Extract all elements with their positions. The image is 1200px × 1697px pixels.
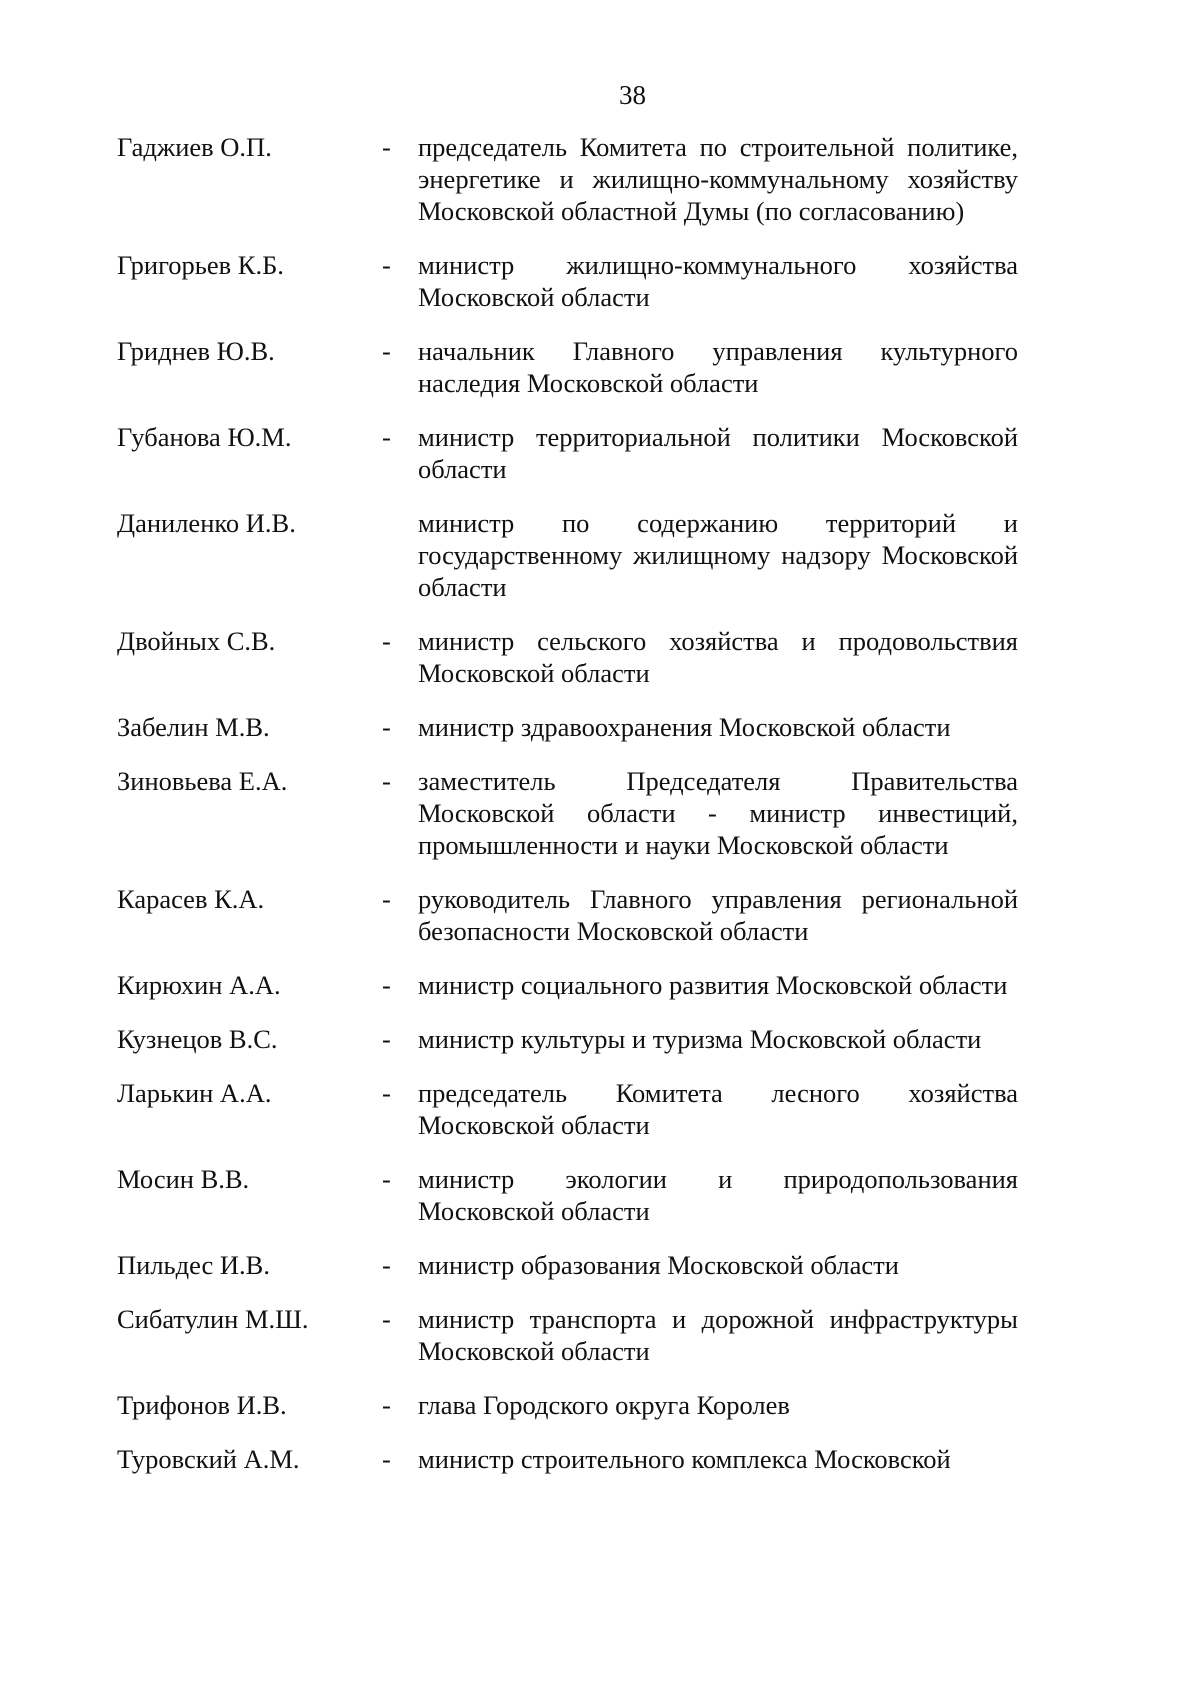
separator-dash: - [382,1078,391,1108]
member-position: министр территориальной политики Московской области [418,422,1018,484]
separator-dash: - [382,132,391,162]
separator-dash: - [382,626,391,656]
member-name: Гриднев Ю.В. [117,336,275,366]
separator-dash: - [382,884,391,914]
member-position: начальник Главного управления культурного наследия Московской области [418,336,1018,398]
list-item [0,625,1200,689]
list-item [0,1163,1200,1227]
member-name: Кузнецов В.С. [117,1024,278,1054]
separator-dash: - [382,422,391,452]
member-list [0,131,1200,1497]
list-item [0,1023,1200,1055]
member-name: Григорьев К.Б. [117,250,284,280]
separator-dash: - [382,1304,391,1334]
separator-dash: - [382,1390,391,1420]
page-number: 38 [619,80,646,110]
member-name: Двойных С.В. [117,626,276,656]
list-item [0,1443,1200,1475]
member-name: Забелин М.В. [117,712,270,742]
member-name: Гаджиев О.П. [117,132,272,162]
separator-dash: - [382,1250,391,1280]
member-name: Сибатулин М.Ш. [117,1304,309,1334]
member-position: заместитель Председателя Правительства Московской области - министр инвестиций, промышленности и науки Московской области [418,766,1018,860]
member-position: министр образования Московской области [418,1250,899,1280]
separator-dash: - [382,336,391,366]
separator-dash: - [382,250,391,280]
list-item [0,883,1200,947]
separator-dash: - [382,766,391,796]
list-item [0,1303,1200,1367]
list-item [0,711,1200,743]
member-name: Карасев К.А. [117,884,265,914]
member-name: Трифонов И.В. [117,1390,287,1420]
member-position: министр здравоохранения Московской области [418,712,951,742]
member-name: Пильдес И.В. [117,1250,270,1280]
member-position: министр жилищно-коммунального хозяйства Московской области [418,250,1018,312]
member-name: Мосин В.В. [117,1164,250,1194]
separator-dash: - [382,712,391,742]
member-position: министр транспорта и дорожной инфраструктуры Московской области [418,1304,1018,1366]
separator-dash: - [382,1164,391,1194]
member-name: Зиновьева Е.А. [117,766,288,796]
list-item [0,507,1200,603]
member-position: министр сельского хозяйства и продовольствия Московской области [418,626,1018,688]
member-name: Ларькин А.А. [117,1078,272,1108]
separator-dash: - [382,970,391,1000]
member-position: министр культуры и туризма Московской области [418,1024,982,1054]
member-position: министр строительного комплекса Московской [418,1444,951,1474]
list-item [0,249,1200,313]
list-item [0,1249,1200,1281]
member-name: Губанова Ю.М. [117,422,292,452]
member-position: министр экологии и природопользования Московской области [418,1164,1018,1226]
member-name: Туровский А.М. [117,1444,300,1474]
member-name: Кирюхин А.А. [117,970,281,1000]
member-position: председатель Комитета лесного хозяйства Московской области [418,1078,1018,1140]
list-item [0,1389,1200,1421]
member-position: руководитель Главного управления региональной безопасности Московской области [418,884,1018,946]
separator-dash: - [382,1024,391,1054]
member-position: министр по содержанию территорий и государственному жилищному надзору Московской области [418,508,1018,602]
separator-dash: - [382,1444,391,1474]
list-item [0,765,1200,861]
member-name: Даниленко И.В. [117,508,296,538]
member-position: председатель Комитета по строительной политике, энергетике и жилищно-коммунальному хозяйству Московской областной Думы (по согласованию) [418,132,1018,226]
list-item [0,969,1200,1001]
list-item [0,1077,1200,1141]
member-position: министр социального развития Московской области [418,970,1008,1000]
list-item [0,335,1200,399]
list-item [0,421,1200,485]
member-position: глава Городского округа Королев [418,1390,790,1420]
list-item [0,131,1200,227]
